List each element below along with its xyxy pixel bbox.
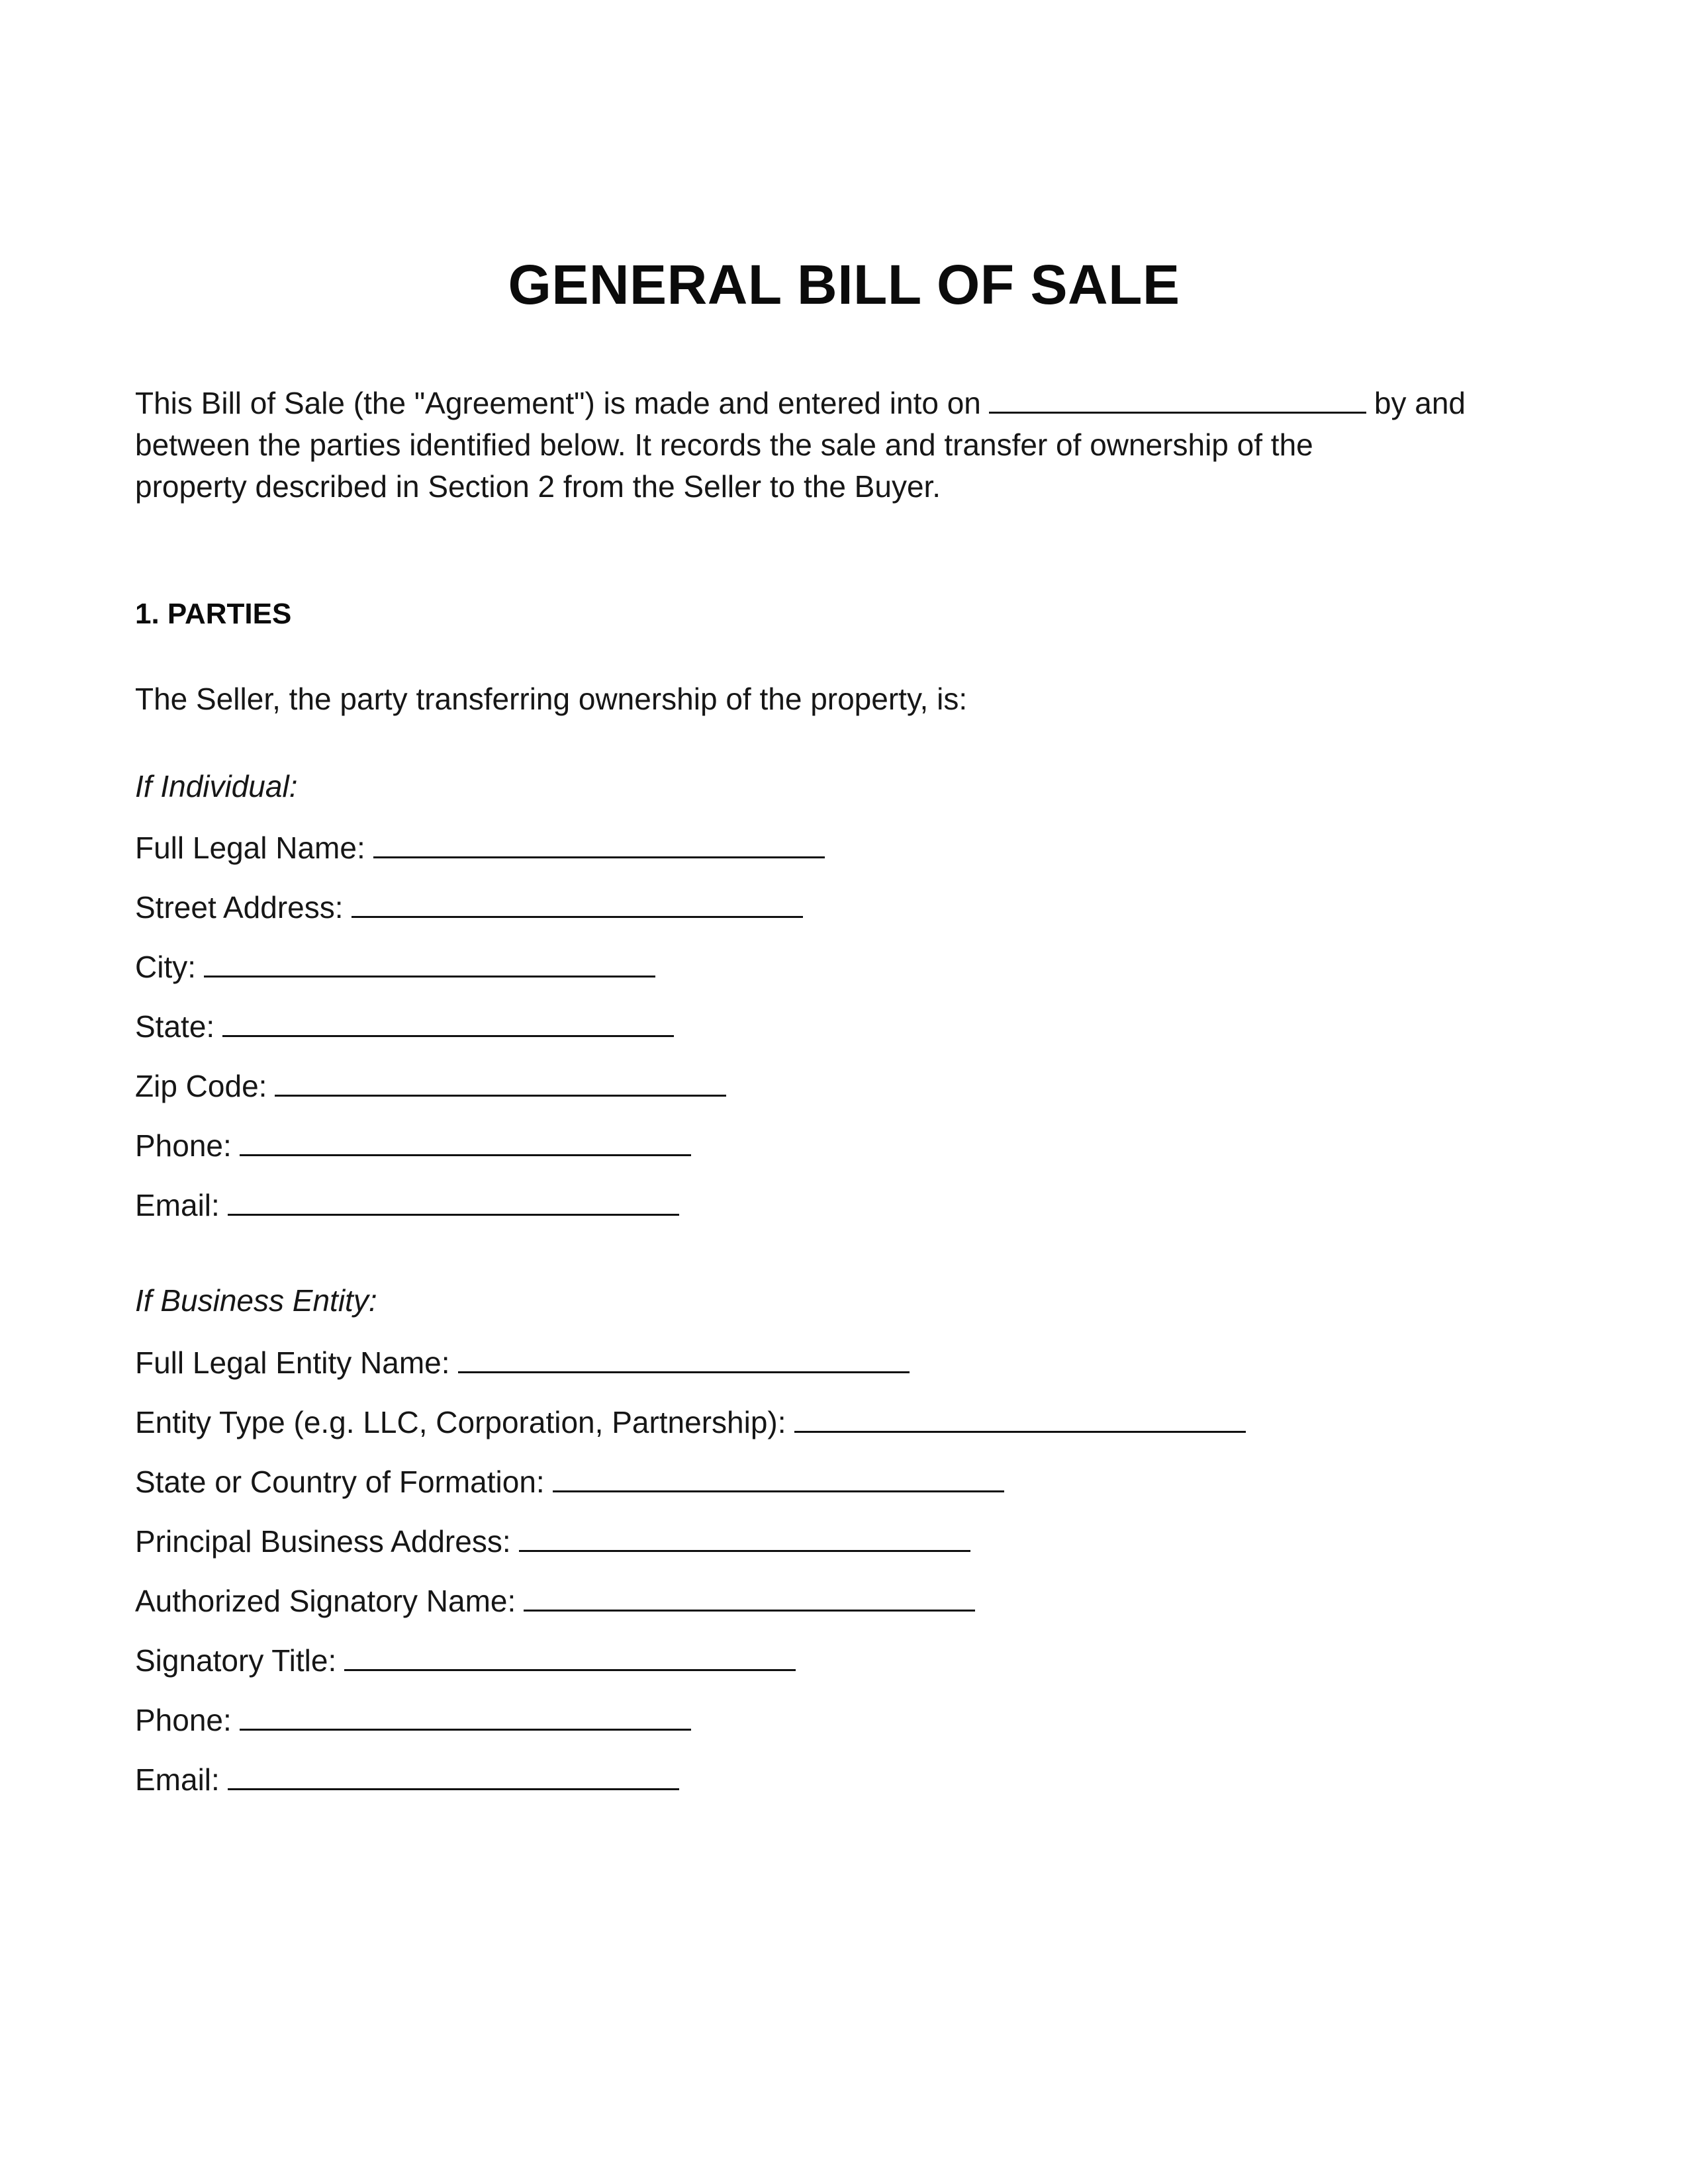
phone-blank[interactable] bbox=[240, 1128, 691, 1156]
seller-intro: The Seller, the party transferring ownership of the property, is: bbox=[135, 682, 968, 716]
field-label: Phone: bbox=[135, 1703, 232, 1737]
business-address-field bbox=[135, 1522, 970, 1561]
business-email-blank[interactable] bbox=[228, 1762, 679, 1790]
field-label: Email: bbox=[135, 1188, 220, 1222]
field-label: Street Address: bbox=[135, 890, 344, 925]
business-email-field bbox=[135, 1760, 679, 1799]
business-address-blank[interactable] bbox=[519, 1524, 970, 1552]
intro-paragraph bbox=[135, 383, 1578, 508]
field-label: State: bbox=[135, 1009, 215, 1044]
intro-line-1-after: by and bbox=[1374, 386, 1466, 420]
field-label: Email: bbox=[135, 1762, 220, 1797]
entity-name-blank[interactable] bbox=[458, 1345, 910, 1373]
business-subheading: If Business Entity: bbox=[135, 1283, 377, 1318]
individual-street-address-field bbox=[135, 887, 803, 927]
business-signatory-title-field bbox=[135, 1641, 796, 1680]
individual-full-legal-name-field bbox=[135, 828, 825, 868]
business-phone-field bbox=[135, 1700, 691, 1740]
field-label: Full Legal Entity Name: bbox=[135, 1345, 450, 1380]
field-label: Entity Type (e.g. LLC, Corporation, Partnership): bbox=[135, 1405, 786, 1439]
full-legal-name-blank[interactable] bbox=[373, 830, 825, 858]
field-label: Zip Code: bbox=[135, 1069, 267, 1103]
section-1-heading: 1. PARTIES bbox=[135, 598, 292, 630]
individual-state-field bbox=[135, 1007, 674, 1046]
entity-type-blank[interactable] bbox=[794, 1404, 1246, 1433]
signatory-title-blank[interactable] bbox=[344, 1643, 796, 1671]
individual-city-field bbox=[135, 947, 655, 987]
field-label: Full Legal Name: bbox=[135, 831, 365, 865]
business-formation-field bbox=[135, 1462, 1004, 1502]
intro-line-2: between the parties identified below. It records the sale and transfer of ownership of the bbox=[135, 428, 1313, 462]
business-entity-name-field bbox=[135, 1343, 910, 1383]
field-label: State or Country of Formation: bbox=[135, 1465, 545, 1499]
agreement-date-blank[interactable] bbox=[989, 385, 1366, 414]
individual-email-field bbox=[135, 1185, 679, 1225]
individual-zip-code-field bbox=[135, 1066, 726, 1106]
business-signatory-name-field bbox=[135, 1581, 975, 1621]
formation-blank[interactable] bbox=[553, 1464, 1004, 1492]
field-label: Signatory Title: bbox=[135, 1643, 337, 1678]
signatory-name-blank[interactable] bbox=[524, 1583, 975, 1612]
zip-code-blank[interactable] bbox=[275, 1068, 726, 1097]
business-phone-blank[interactable] bbox=[240, 1702, 691, 1731]
individual-subheading: If Individual: bbox=[135, 769, 298, 803]
intro-line-3: property described in Section 2 from the Seller to the Buyer. bbox=[135, 469, 941, 504]
intro-line-1-before: This Bill of Sale (the "Agreement") is made and entered into on bbox=[135, 386, 981, 420]
street-address-blank[interactable] bbox=[352, 889, 803, 918]
document-title: GENERAL BILL OF SALE bbox=[508, 253, 1180, 316]
state-blank[interactable] bbox=[222, 1009, 674, 1037]
field-label: Authorized Signatory Name: bbox=[135, 1584, 516, 1618]
city-blank[interactable] bbox=[204, 949, 655, 978]
field-label: City: bbox=[135, 950, 196, 984]
business-entity-type-field bbox=[135, 1402, 1246, 1442]
individual-phone-field bbox=[135, 1126, 691, 1165]
field-label: Phone: bbox=[135, 1128, 232, 1163]
intro-line-1 bbox=[135, 383, 1578, 424]
email-blank[interactable] bbox=[228, 1187, 679, 1216]
field-label: Principal Business Address: bbox=[135, 1524, 511, 1559]
